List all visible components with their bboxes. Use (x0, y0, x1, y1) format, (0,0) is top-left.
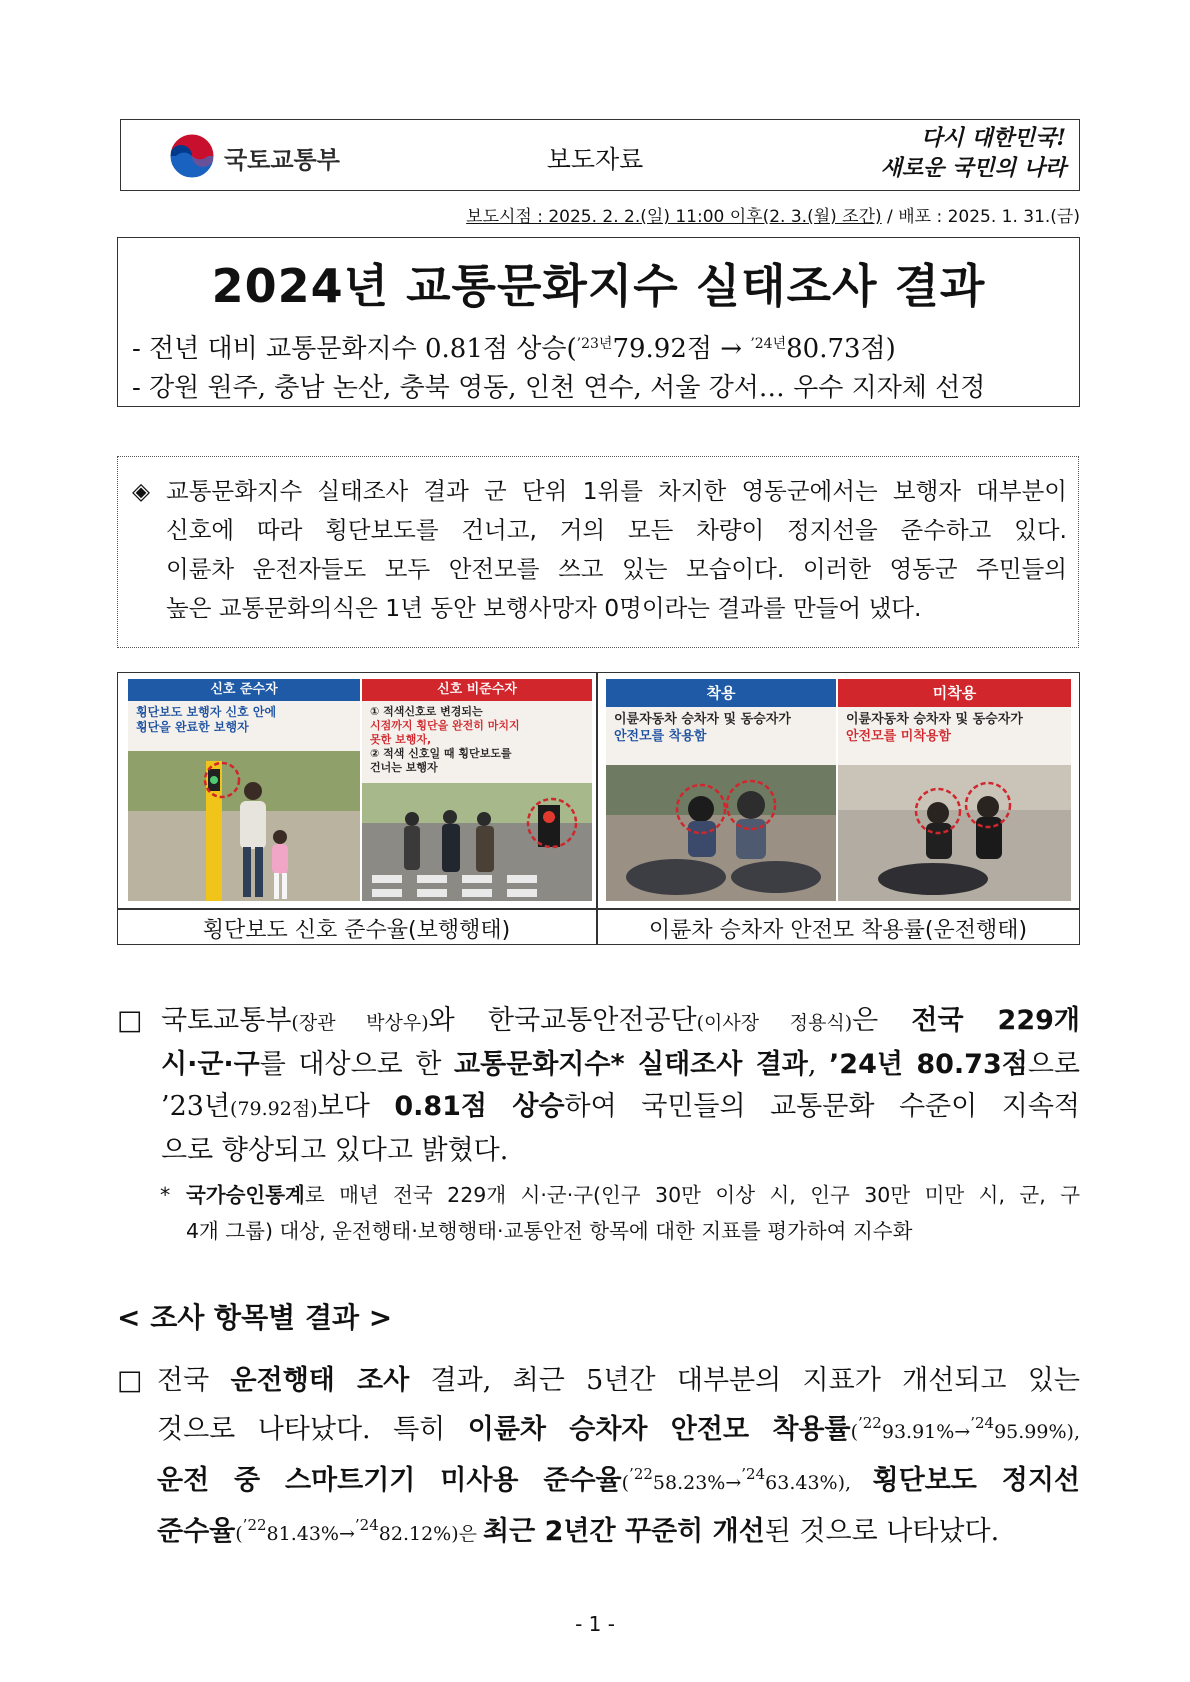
photo-signal-noncompliant (362, 679, 592, 901)
photo-text-line: 건너는 보행자 (370, 761, 438, 774)
text: 된 것으로 나타났다. (764, 1516, 1000, 1547)
summary-line: 이륜차 운전자들도 모두 안전모를 쓰고 있는 모습이다. 이러한 영동군 주민들의 (166, 555, 1067, 583)
ministry-name: 국토교통부 (224, 146, 340, 174)
text: 93.91%→ (881, 1421, 971, 1443)
photo-description (128, 701, 360, 739)
subtitle-1-mid: 79.92점 → (612, 334, 751, 364)
text: 운전행태 조사 (230, 1365, 410, 1396)
text: ’22 (629, 1465, 653, 1483)
text: 82.12%)은 (378, 1523, 484, 1545)
tag-helmet-not-worn: 미착용 (838, 679, 1071, 707)
text: ’24년 80.73점 (829, 1049, 1028, 1080)
text: 운전 중 스마트기기 미사용 준수율 (157, 1465, 622, 1496)
text: 것으로 나타났다. 특히 (157, 1414, 468, 1445)
text: ’24 (741, 1465, 766, 1483)
text: ’22 (242, 1516, 267, 1534)
text: 보다 (317, 1091, 395, 1122)
slogan-line-2: 새로운 국민의 나라 (880, 155, 1066, 181)
text: ( (850, 1421, 858, 1443)
text: 최근 2년간 꾸준히 개선 (483, 1516, 765, 1547)
subtitle-1-sup-2023: ’23년 (576, 336, 613, 352)
page-title: 2024년 교통문화지수 실태조사 결과 (211, 259, 986, 313)
text: 와 한국교통안전공단 (428, 1005, 697, 1036)
photo-text-line: 이륜자동차 승차자 및 동승자가 (846, 712, 1023, 727)
subtitle-1 (132, 328, 896, 365)
checkbox-bullet-icon: □ (117, 1005, 143, 1036)
checkbox-bullet-icon: □ (117, 1365, 143, 1396)
photo-description (362, 701, 592, 779)
subtitle-1-sup-2024: ’24년 (750, 336, 787, 352)
para1-line (161, 1086, 1080, 1130)
photo-text-line: 안전모를 미착용함 (846, 729, 951, 744)
slogan-line-1: 다시 대한민국! (921, 125, 1066, 151)
text: 를 대상으로 한 (259, 1049, 454, 1080)
para2-line (157, 1504, 1080, 1555)
release-time: 보도시점 : 2025. 2. 2.(일) 11:00 이후(2. 3.(월) 조간) (466, 207, 882, 227)
section-heading: < 조사 항목별 결과 > (117, 1301, 393, 1334)
photo-text-line: ① 적색신호로 변경되는 (370, 705, 483, 718)
text: 58.23%→ (652, 1472, 742, 1494)
text: 국토교통부 (161, 1005, 292, 1036)
text: ’24 (970, 1414, 995, 1432)
para1-line (161, 1044, 1080, 1086)
text: 하여 국민들의 교통문화 수준이 지속적 (564, 1091, 1080, 1122)
photo-text-line: 안전모를 착용함 (614, 729, 707, 744)
photo-description (838, 707, 1071, 749)
photo-text-line: 시점까지 횡단을 완전히 마치지 (370, 719, 520, 732)
para2-line (157, 1453, 1080, 1504)
text: 준수율 (157, 1516, 236, 1547)
caption-helmet-rate: 이륜차 승차자 안전모 착용률(운전행태) (648, 918, 1028, 943)
text: 전국 (157, 1365, 231, 1396)
text: 63.43%), (765, 1472, 873, 1494)
para1-line: 으로 향상되고 있다고 밝혔다. (161, 1135, 509, 1166)
subtitle-1-pre: - 전년 대비 교통문화지수 0.81점 상승( (132, 334, 577, 364)
footnote-line (186, 1177, 1080, 1213)
text: 횡단보도 정지선 (872, 1465, 1080, 1496)
text: (장관 박상우) (291, 1012, 429, 1034)
text: , (807, 1049, 830, 1080)
photo-text-line: 횡단보도 보행자 신호 안에 (136, 705, 277, 719)
crosswalk-photo-icon (362, 783, 592, 901)
photo-table-divider (596, 672, 598, 945)
para2-line (157, 1402, 1080, 1453)
photo-helmet-not-worn (838, 679, 1071, 901)
tag-signal-compliant: 신호 준수자 (128, 679, 360, 701)
photo-text-line: 횡단을 완료한 보행자 (136, 720, 249, 734)
text: ( (235, 1523, 243, 1545)
paragraph-1 (117, 1000, 1080, 1172)
photo-signal-compliant (128, 679, 360, 901)
photo-description (606, 707, 836, 749)
document-type: 보도자료 (546, 145, 644, 174)
page-number: - 1 - (575, 1612, 615, 1636)
paragraph-2 (117, 1360, 1080, 1555)
helmet-worn-photo-icon (606, 765, 836, 901)
text: ’23년 (161, 1091, 231, 1122)
pedestrian-photo-icon (128, 751, 360, 901)
footnote-line: 4개 그룹) 대상, 운전행태·보행행태·교통안전 항목에 대한 지표를 평가하여 지수화 (186, 1219, 913, 1243)
text: 국가승인통계 (186, 1183, 305, 1207)
subtitle-1-post: 80.73점) (786, 334, 896, 364)
para2-line (157, 1360, 1080, 1402)
subtitle-2: - 강원 원주, 충남 논산, 충북 영동, 인천 연수, 서울 강서… 우수 지자체 선정 (132, 373, 986, 403)
caption-pedestrian-compliance: 횡단보도 신호 준수율(보행행태) (202, 918, 511, 943)
text: ’24 (354, 1516, 379, 1534)
text: 으로 (1027, 1049, 1080, 1080)
photo-text-line: 못한 보행자, (370, 733, 432, 746)
summary-line: 높은 교통문화의식은 1년 동안 보행사망자 0명이라는 결과를 만들어 냈다. (166, 594, 922, 622)
tag-signal-noncompliant: 신호 비준수자 (362, 679, 592, 701)
text: 은 (852, 1005, 912, 1036)
tag-helmet-worn: 착용 (606, 679, 836, 707)
asterisk-icon: * (160, 1183, 171, 1207)
text: ( (621, 1472, 630, 1494)
diamond-icon: ◈ (132, 477, 151, 505)
text: ’22 (858, 1414, 882, 1432)
text: 0.81점 상승 (394, 1091, 565, 1122)
text: 결과, 최근 5년간 대부분의 지표가 개선되고 있는 (409, 1365, 1080, 1396)
summary-line: 교통문화지수 실태조사 결과 군 단위 1위를 차지한 영동군에서는 보행자 대부분이 (166, 477, 1067, 505)
footnote (160, 1177, 1080, 1249)
summary-line: 신호에 따라 횡단보도를 건너고, 거의 모든 차량이 정지선을 준수하고 있다. (166, 516, 1067, 544)
distribution-date: / 배포 : 2025. 1. 31.(금) (881, 207, 1080, 227)
text: 시·군·구 (161, 1049, 260, 1080)
photo-table-caption-line (117, 908, 1080, 910)
photo-text-line: ② 적색 신호일 때 횡단보도를 (370, 747, 512, 760)
release-info (466, 202, 1080, 227)
text: (79.92점) (230, 1098, 318, 1120)
slogan (816, 123, 1066, 187)
summary (132, 472, 1067, 628)
helmet-not-worn-photo-icon (838, 765, 1071, 901)
text: 전국 229개 (911, 1005, 1080, 1036)
text: 81.43%→ (266, 1523, 355, 1545)
text: 교통문화지수* 실태조사 결과 (453, 1049, 808, 1080)
text: 이륜차 승차자 안전모 착용률 (467, 1414, 851, 1445)
para1-line (161, 1000, 1080, 1044)
text: 95.99%), (994, 1421, 1080, 1443)
photo-helmet-worn (606, 679, 836, 901)
text: 로 매년 전국 229개 시·군·구(인구 30만 이상 시, 인구 30만 미만 시, 군, 구 (304, 1183, 1080, 1207)
text: (이사장 정용식) (696, 1012, 853, 1034)
photo-text-line: 이륜자동차 승차자 및 동승자가 (614, 712, 791, 727)
